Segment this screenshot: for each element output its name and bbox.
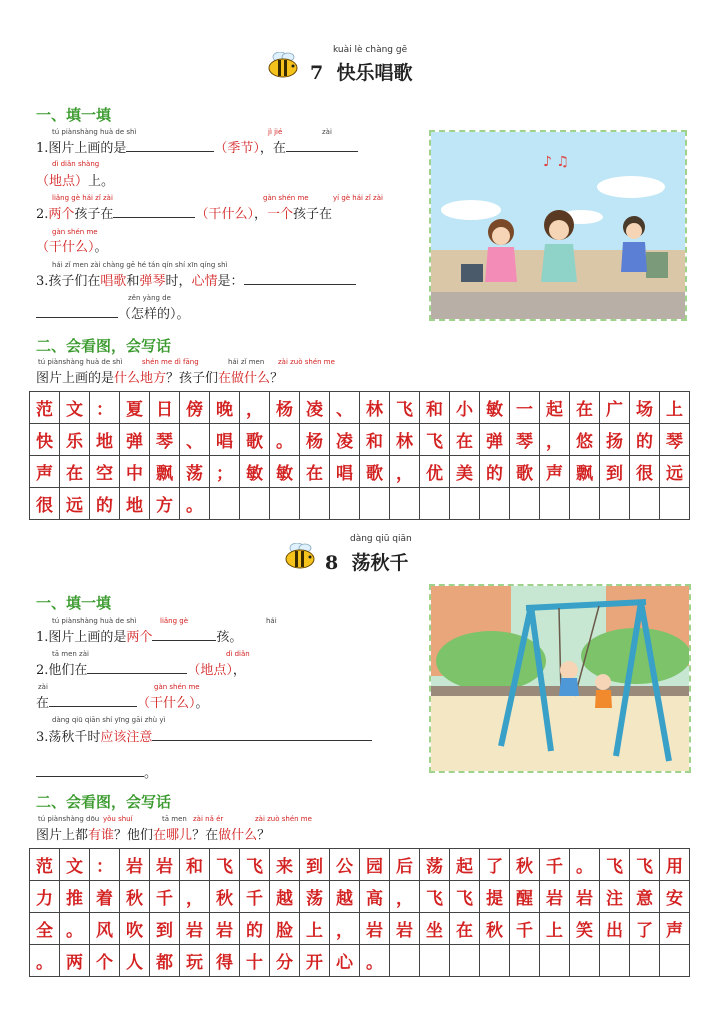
grid-cell[interactable]: 很: [630, 456, 660, 488]
grid-cell[interactable]: 范: [30, 392, 60, 424]
grid-cell[interactable]: 中: [120, 456, 150, 488]
grid-cell[interactable]: [510, 488, 540, 520]
grid-cell[interactable]: 十: [240, 945, 270, 977]
grid-cell[interactable]: 飘: [150, 456, 180, 488]
q2-comma: ，: [253, 207, 267, 222]
grid-cell[interactable]: [570, 945, 600, 977]
grid-cell[interactable]: 飞: [240, 849, 270, 881]
q3-keyword-2: 弹琴: [139, 274, 166, 289]
answer-blank[interactable]: [244, 272, 356, 285]
grid-cell[interactable]: 声: [540, 456, 570, 488]
grid-cell[interactable]: 岩: [150, 849, 180, 881]
grid-cell[interactable]: 杨: [300, 424, 330, 456]
prompt-pinyin: tú piànshàng huà de shì: [38, 358, 123, 366]
grid-cell[interactable]: 了: [480, 849, 510, 881]
answer-blank[interactable]: [126, 139, 214, 152]
grid-cell[interactable]: [420, 945, 450, 977]
grid-cell[interactable]: 、: [180, 424, 210, 456]
grid-cell[interactable]: 荡: [420, 849, 450, 881]
grid-cell[interactable]: 的: [90, 488, 120, 520]
grid-cell[interactable]: 林: [390, 424, 420, 456]
q2-pinyin-4: gàn shén me: [154, 683, 200, 691]
grid-cell[interactable]: 美: [450, 456, 480, 488]
illustration-swing: [429, 584, 691, 773]
grid-cell[interactable]: ，: [180, 881, 210, 913]
q2-pinyin: liǎng gè hái zǐ zài: [52, 194, 113, 202]
q2-text: 2.他们在: [36, 663, 88, 678]
q2-keyword: 两个: [48, 207, 75, 222]
grid-cell[interactable]: 岩: [120, 849, 150, 881]
lesson8-title: [325, 548, 408, 575]
grid-row: [30, 945, 690, 977]
grid-cell[interactable]: 傍: [180, 392, 210, 424]
lesson8-q3: [36, 726, 372, 745]
grid-cell[interactable]: 出: [600, 913, 630, 945]
grid-cell[interactable]: [630, 945, 660, 977]
grid-cell[interactable]: 。: [570, 849, 600, 881]
grid-cell[interactable]: 荡: [300, 881, 330, 913]
prompt-text-3: ？: [270, 371, 284, 386]
grid-cell[interactable]: 敏: [480, 392, 510, 424]
lesson-title-text: 荡秋千: [351, 552, 409, 574]
grid-cell[interactable]: 高: [360, 881, 390, 913]
grid-cell[interactable]: [660, 945, 690, 977]
q2-text-2: 孩子在: [292, 207, 332, 222]
lesson7-q1: [36, 137, 358, 156]
grid-cell[interactable]: 文: [60, 849, 90, 881]
grid-cell[interactable]: 力: [30, 881, 60, 913]
grid-cell[interactable]: 在: [300, 456, 330, 488]
lesson7-q2-cont: [36, 236, 108, 255]
grid-cell[interactable]: 秋: [210, 881, 240, 913]
prompt-pinyin-5: zài zuò shén me: [255, 815, 312, 823]
grid-cell[interactable]: 悠: [570, 424, 600, 456]
grid-cell[interactable]: 上: [300, 913, 330, 945]
lesson8-prompt: [36, 824, 270, 843]
q3-text-4: 是：: [217, 274, 244, 289]
grid-cell[interactable]: 提: [480, 881, 510, 913]
grid-cell[interactable]: 和: [360, 424, 390, 456]
grid-cell[interactable]: ：: [90, 849, 120, 881]
lesson7-q3-cont: [36, 303, 190, 322]
q1-text-3: 上。: [88, 174, 115, 189]
grid-cell[interactable]: 凌: [330, 424, 360, 456]
q3-text-2: 和: [126, 274, 140, 289]
grid-cell[interactable]: 琴: [510, 424, 540, 456]
prompt-pinyin-2: shén me dì fāng: [142, 358, 199, 366]
grid-row: [30, 849, 690, 881]
grid-cell[interactable]: 心: [330, 945, 360, 977]
bee-icon: [266, 52, 300, 78]
grid-cell[interactable]: 扬: [600, 424, 630, 456]
grid-cell[interactable]: 到: [150, 913, 180, 945]
grid-cell[interactable]: 全: [30, 913, 60, 945]
lesson8-q2: [36, 659, 246, 678]
grid-cell[interactable]: 飞: [420, 881, 450, 913]
grid-cell[interactable]: [660, 488, 690, 520]
grid-cell[interactable]: [480, 945, 510, 977]
grid-cell[interactable]: [330, 488, 360, 520]
grid-cell[interactable]: [600, 945, 630, 977]
q1-pinyin-2: zài: [322, 128, 332, 136]
grid-cell[interactable]: 着: [90, 881, 120, 913]
lesson8-section-write: 二、会看图，会写话: [36, 793, 172, 811]
grid-cell[interactable]: 醒: [510, 881, 540, 913]
grid-cell[interactable]: [510, 945, 540, 977]
prompt-keyword-2: 在哪儿: [153, 828, 193, 843]
prompt-pinyin-3: tā men: [162, 815, 187, 823]
grid-cell[interactable]: 秋: [480, 913, 510, 945]
grid-cell[interactable]: 岩: [210, 913, 240, 945]
grid-cell[interactable]: 飞: [390, 392, 420, 424]
grid-cell[interactable]: 园: [360, 849, 390, 881]
lesson7-writing-grid: [29, 391, 690, 520]
grid-cell[interactable]: 广: [600, 392, 630, 424]
grid-row: [30, 488, 690, 520]
prompt-pinyin-4: zài nǎ ér: [193, 815, 224, 823]
grid-cell[interactable]: 岩: [390, 913, 420, 945]
lesson7-q2: [36, 203, 332, 222]
lesson7-section-write: 二、会看图，会写话: [36, 337, 172, 355]
grid-cell[interactable]: [570, 488, 600, 520]
grid-cell[interactable]: 优: [420, 456, 450, 488]
grid-cell[interactable]: 在: [570, 392, 600, 424]
grid-cell[interactable]: 。: [30, 945, 60, 977]
grid-cell[interactable]: 笑: [570, 913, 600, 945]
grid-cell[interactable]: 的: [480, 456, 510, 488]
lesson8-q2-cont: [36, 692, 209, 711]
prompt-keyword-2: 在做什么: [218, 371, 271, 386]
q1-pinyin-red: jì jié: [268, 128, 283, 136]
grid-cell[interactable]: 了: [630, 913, 660, 945]
lesson-number: 7: [310, 62, 324, 84]
grid-cell[interactable]: 千: [510, 913, 540, 945]
answer-blank[interactable]: [113, 205, 195, 218]
q2-pinyin-2: gàn shén me: [263, 194, 309, 202]
illustration-children-singing: [429, 130, 687, 321]
grid-cell[interactable]: 在: [60, 456, 90, 488]
q1-pinyin-2: liǎng gè: [160, 617, 189, 625]
q1-pinyin: tú piànshàng huà de shì: [52, 128, 137, 136]
grid-cell[interactable]: [300, 488, 330, 520]
q2-pinyin: tā men zài: [52, 650, 89, 658]
lesson-number: 8: [325, 552, 339, 574]
prompt-pinyin: tú piànshàng dōu: [38, 815, 100, 823]
grid-cell[interactable]: 岩: [180, 913, 210, 945]
grid-cell[interactable]: [270, 488, 300, 520]
grid-cell[interactable]: ，: [240, 392, 270, 424]
grid-cell[interactable]: 后: [390, 849, 420, 881]
q1-keyword: （季节）: [214, 141, 260, 156]
q1-pinyin: tú piànshàng huà de shì: [52, 617, 137, 625]
grid-cell[interactable]: 一: [510, 392, 540, 424]
grid-cell[interactable]: 秋: [120, 881, 150, 913]
grid-cell[interactable]: 地: [120, 488, 150, 520]
grid-cell[interactable]: 方: [150, 488, 180, 520]
lesson7-title-pinyin: kuài lè chàng gē: [333, 45, 408, 55]
grid-cell[interactable]: 很: [30, 488, 60, 520]
grid-cell[interactable]: ，: [390, 881, 420, 913]
q2-number: 2.: [36, 207, 49, 222]
answer-blank[interactable]: [49, 694, 137, 707]
grid-cell[interactable]: 远: [60, 488, 90, 520]
grid-cell[interactable]: [540, 945, 570, 977]
bee-icon: [283, 543, 317, 569]
grid-cell[interactable]: 小: [450, 392, 480, 424]
grid-cell[interactable]: ，: [330, 913, 360, 945]
grid-cell[interactable]: [240, 488, 270, 520]
grid-cell[interactable]: 凌: [300, 392, 330, 424]
grid-cell[interactable]: 。: [60, 913, 90, 945]
grid-cell[interactable]: 飞: [210, 849, 240, 881]
grid-cell[interactable]: 飞: [630, 849, 660, 881]
grid-cell[interactable]: 弹: [480, 424, 510, 456]
grid-cell[interactable]: [600, 488, 630, 520]
q2-keyword: （地点）: [187, 663, 233, 678]
q2-keyword-3: 一个: [266, 207, 293, 222]
grid-cell[interactable]: [480, 488, 510, 520]
grid-cell[interactable]: 分: [270, 945, 300, 977]
answer-blank[interactable]: [286, 139, 358, 152]
grid-cell[interactable]: 坐: [420, 913, 450, 945]
prompt-pinyin-4: zài zuò shén me: [278, 358, 335, 366]
grid-cell[interactable]: 杨: [270, 392, 300, 424]
grid-cell[interactable]: [450, 488, 480, 520]
grid-cell[interactable]: 日: [150, 392, 180, 424]
lesson8-title-pinyin: dàng qiū qiān: [350, 534, 412, 544]
grid-cell[interactable]: 到: [600, 456, 630, 488]
lesson8-writing-grid: [29, 848, 690, 977]
q2-text-2: 在: [36, 696, 50, 711]
q2-pinyin-4: gàn shén me: [52, 228, 98, 236]
grid-cell[interactable]: 场: [630, 392, 660, 424]
q1-pinyin-3: dì diǎn shàng: [52, 160, 100, 168]
grid-cell[interactable]: 吹: [120, 913, 150, 945]
grid-cell[interactable]: 脸: [270, 913, 300, 945]
grid-cell[interactable]: 在: [450, 424, 480, 456]
grid-cell[interactable]: 快: [30, 424, 60, 456]
q2-text: 孩子在: [74, 207, 114, 222]
grid-cell[interactable]: 歌: [240, 424, 270, 456]
grid-row: [30, 392, 690, 424]
grid-cell[interactable]: 。: [360, 945, 390, 977]
q1-text-2: 孩。: [216, 630, 243, 645]
grid-cell[interactable]: 歌: [360, 456, 390, 488]
answer-blank[interactable]: [87, 661, 187, 674]
grid-cell[interactable]: 的: [240, 913, 270, 945]
q2-pinyin-3: yí gè hái zǐ zài: [333, 194, 383, 202]
grid-row: [30, 456, 690, 488]
grid-cell[interactable]: [210, 488, 240, 520]
q3-keyword-3: 心情: [191, 274, 218, 289]
q3-pinyin: hái zǐ men zài chàng gē hé tán qín shí xīn qíng shì: [52, 261, 228, 269]
grid-cell[interactable]: ，: [390, 456, 420, 488]
grid-cell[interactable]: 推: [60, 881, 90, 913]
grid-cell[interactable]: 敏: [270, 456, 300, 488]
grid-cell[interactable]: 岩: [570, 881, 600, 913]
q3-period: 。: [144, 766, 158, 781]
grid-cell[interactable]: 个: [90, 945, 120, 977]
grid-cell[interactable]: 玩: [180, 945, 210, 977]
prompt-text: 图片上画的是: [36, 371, 115, 386]
q1-text: 1.图片上画的是: [36, 630, 127, 645]
lesson8-q1: [36, 626, 242, 645]
grid-cell[interactable]: 、: [330, 392, 360, 424]
grid-cell[interactable]: 空: [90, 456, 120, 488]
q3-pinyin-2: zěn yàng de: [128, 294, 171, 302]
grid-cell[interactable]: 和: [420, 392, 450, 424]
q1-keyword-2: （地点）: [36, 174, 89, 189]
q3-pinyin: dàng qiū qiān shí yīng gāi zhù yì: [52, 716, 166, 724]
grid-cell[interactable]: 唱: [210, 424, 240, 456]
prompt-text-3: ？在: [192, 828, 219, 843]
grid-cell[interactable]: 都: [150, 945, 180, 977]
grid-cell[interactable]: 上: [540, 913, 570, 945]
grid-cell[interactable]: 人: [120, 945, 150, 977]
answer-blank[interactable]: [36, 305, 118, 318]
prompt-text-2: ？他们: [114, 828, 154, 843]
q2-keyword-4: （干什么）: [36, 240, 95, 255]
grid-cell[interactable]: 飘: [570, 456, 600, 488]
prompt-text-4: ？: [257, 828, 271, 843]
grid-cell[interactable]: 公: [330, 849, 360, 881]
grid-cell[interactable]: 来: [270, 849, 300, 881]
grid-cell[interactable]: 飞: [600, 849, 630, 881]
grid-cell[interactable]: 唱: [330, 456, 360, 488]
grid-cell[interactable]: 两: [60, 945, 90, 977]
grid-cell[interactable]: 千: [540, 849, 570, 881]
grid-cell[interactable]: 开: [300, 945, 330, 977]
grid-cell[interactable]: 秋: [510, 849, 540, 881]
lesson8-q3-cont: [36, 762, 157, 781]
prompt-text: 图片上都: [36, 828, 89, 843]
lesson7-title: [310, 58, 412, 85]
grid-cell[interactable]: 越: [270, 881, 300, 913]
grid-cell[interactable]: 岩: [540, 881, 570, 913]
grid-cell[interactable]: [420, 488, 450, 520]
grid-cell[interactable]: ，: [540, 424, 570, 456]
q1-keyword: 两个: [126, 630, 153, 645]
q2-period: 。: [94, 240, 108, 255]
grid-cell[interactable]: [630, 488, 660, 520]
q3-text: 3.荡秋千时: [36, 730, 101, 745]
grid-cell[interactable]: [360, 488, 390, 520]
grid-cell[interactable]: 范: [30, 849, 60, 881]
answer-blank[interactable]: [152, 628, 216, 641]
q1-text-2: ，在: [259, 141, 286, 156]
grid-cell[interactable]: 。: [180, 488, 210, 520]
grid-row: [30, 881, 690, 913]
grid-row: [30, 913, 690, 945]
grid-cell[interactable]: 得: [210, 945, 240, 977]
grid-cell[interactable]: 越: [330, 881, 360, 913]
grid-cell[interactable]: 安: [660, 881, 690, 913]
grid-cell[interactable]: ；: [210, 456, 240, 488]
q2-pinyin-3: zài: [38, 683, 48, 691]
grid-cell[interactable]: 意: [630, 881, 660, 913]
grid-cell[interactable]: 上: [660, 392, 690, 424]
q2-period: 。: [195, 696, 209, 711]
q3-text-3: 时，: [165, 274, 192, 289]
grid-cell[interactable]: 在: [450, 913, 480, 945]
grid-cell[interactable]: 声: [660, 913, 690, 945]
grid-cell[interactable]: ：: [90, 392, 120, 424]
grid-cell[interactable]: 乐: [60, 424, 90, 456]
grid-cell[interactable]: 飞: [450, 881, 480, 913]
q3-keyword: 应该注意: [100, 730, 153, 745]
grid-cell[interactable]: 用: [660, 849, 690, 881]
lesson-title-text: 快乐唱歌: [336, 62, 413, 84]
q2-pinyin-2: dì diǎn: [226, 650, 250, 658]
grid-cell[interactable]: 地: [90, 424, 120, 456]
grid-cell[interactable]: 。: [270, 424, 300, 456]
grid-cell[interactable]: 歌: [510, 456, 540, 488]
prompt-keyword: 有谁: [88, 828, 115, 843]
q3-text: 3.孩子们在: [36, 274, 101, 289]
grid-cell[interactable]: [450, 945, 480, 977]
grid-row: [30, 424, 690, 456]
grid-cell[interactable]: 风: [90, 913, 120, 945]
grid-cell[interactable]: 的: [630, 424, 660, 456]
lesson8-section-fill: 一、填一填: [36, 594, 112, 612]
q1-text: 1.图片上画的是: [36, 141, 127, 156]
svg-text:♪ ♫: ♪ ♫: [543, 154, 569, 170]
grid-cell[interactable]: 千: [240, 881, 270, 913]
grid-cell[interactable]: 夏: [120, 392, 150, 424]
grid-cell[interactable]: 晚: [210, 392, 240, 424]
q3-text-5: （怎样的）。: [118, 307, 190, 322]
grid-cell[interactable]: 岩: [360, 913, 390, 945]
q3-keyword: 唱歌: [100, 274, 127, 289]
grid-cell[interactable]: 起: [540, 392, 570, 424]
grid-cell[interactable]: [390, 488, 420, 520]
grid-cell[interactable]: 琴: [150, 424, 180, 456]
q1-pinyin-3: hái: [266, 617, 277, 625]
answer-blank[interactable]: [36, 764, 144, 777]
grid-cell[interactable]: 文: [60, 392, 90, 424]
grid-cell[interactable]: 千: [150, 881, 180, 913]
grid-cell[interactable]: 和: [180, 849, 210, 881]
grid-cell[interactable]: 起: [450, 849, 480, 881]
prompt-pinyin-3: hái zǐ men: [228, 358, 265, 366]
grid-cell[interactable]: 琴: [660, 424, 690, 456]
prompt-keyword-3: 做什么: [218, 828, 258, 843]
lesson7-q1-cont: [36, 170, 114, 189]
lesson7-q3: [36, 270, 356, 289]
lesson7-section-fill: 一、填一填: [36, 106, 112, 124]
q2-comma: ，: [232, 663, 246, 678]
grid-cell[interactable]: 弹: [120, 424, 150, 456]
prompt-text-2: ？孩子们: [166, 371, 219, 386]
grid-cell[interactable]: 林: [360, 392, 390, 424]
grid-cell[interactable]: 到: [300, 849, 330, 881]
grid-cell[interactable]: 飞: [420, 424, 450, 456]
prompt-keyword: 什么地方: [114, 371, 167, 386]
q2-keyword-2: （干什么）: [195, 207, 254, 222]
grid-cell[interactable]: [540, 488, 570, 520]
grid-cell[interactable]: 敏: [240, 456, 270, 488]
grid-cell[interactable]: 荡: [180, 456, 210, 488]
answer-blank[interactable]: [152, 728, 372, 741]
q2-keyword-2: （干什么）: [137, 696, 196, 711]
prompt-pinyin-2: yǒu shuí: [103, 815, 133, 823]
grid-cell[interactable]: 注: [600, 881, 630, 913]
grid-cell[interactable]: 远: [660, 456, 690, 488]
grid-cell[interactable]: 声: [30, 456, 60, 488]
lesson7-prompt: [36, 367, 283, 386]
grid-cell[interactable]: [390, 945, 420, 977]
